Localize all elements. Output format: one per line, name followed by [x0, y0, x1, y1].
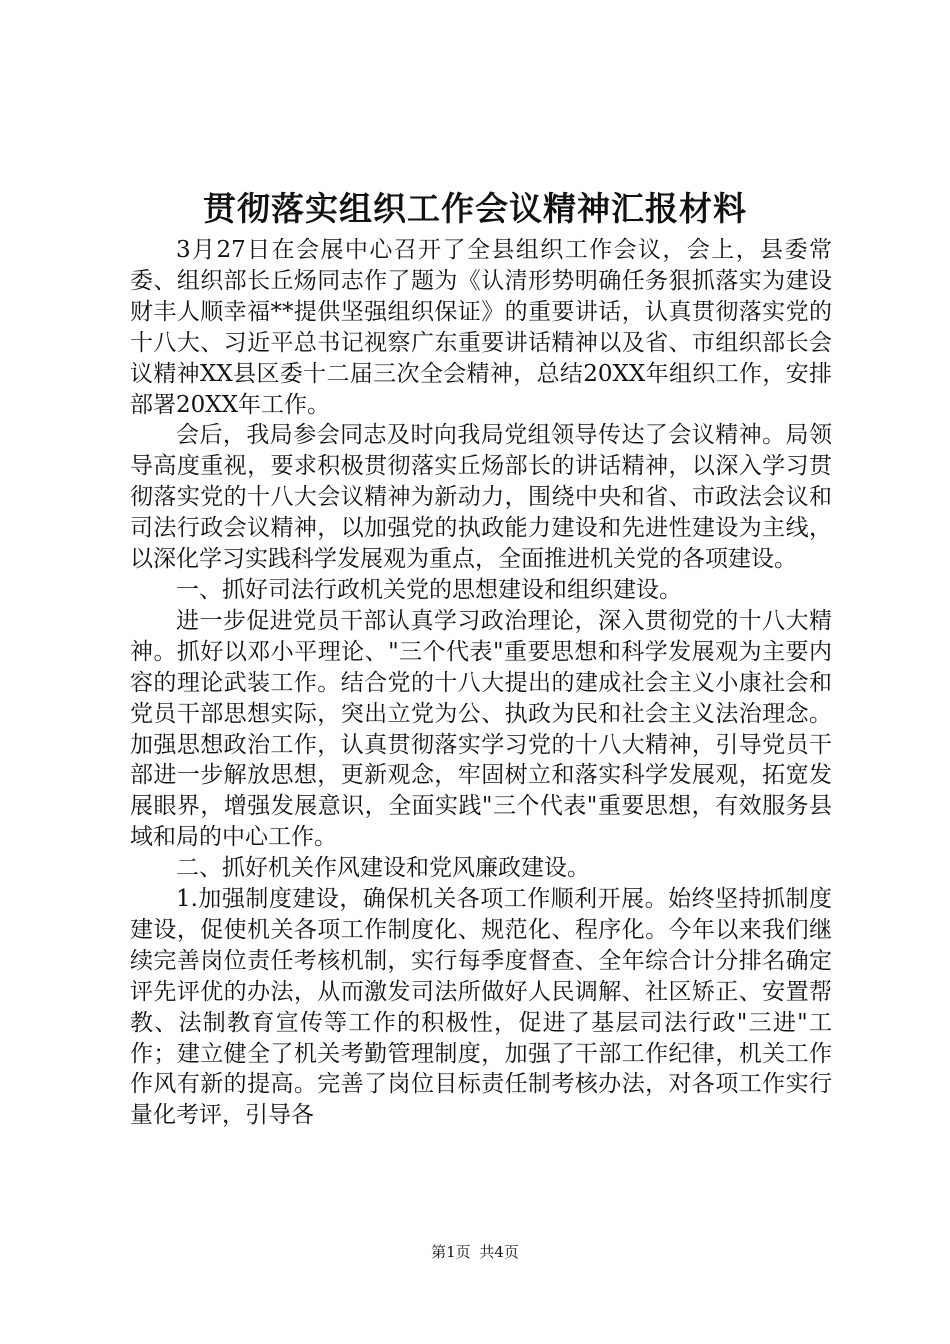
page-total: 共4页: [479, 1243, 519, 1261]
section-heading-1: 一、抓好司法行政机关党的思想建设和组织建设。: [176, 576, 682, 603]
paragraph-section-2-item-1: 1.加强制度建设，确保机关各项工作顺利开展。始终坚持抓制度建设，促使机关各项工作制度化、规范化、程序化。今年以来我们继续完善岗位责任考核机制，实行每季度督查、全年综合计分排名确定评先评优的办法，从而激发司法所做好人民调解、社区矫正、安置帮教、法制教育宣传等工作的积极性，促进了基层司法行政"三进"工作；建立健全了机关考勤管理制度，加强了干部工作纪律，机关工作作风有新的提高。完善了岗位目标责任制考核办法，对各项工作实行量化考评，引导各: [130, 886, 832, 1129]
page-footer: [0, 1240, 950, 1264]
document-body: [130, 235, 832, 1131]
paragraph-after-meeting: 会后，我局参会同志及时向我局党组领导传达了会议精神。局领导高度重视，要求积极贯彻落实丘炀部长的讲话精神，以深入学习贯彻落实党的十八大会议精神为新动力，围绕中央和省、市政法会议和司法行政会议精神，以加强党的执政能力建设和先进性建设为主线，以深化学习实践科学发展观为重点，全面推进机关党的各项建设。: [130, 422, 832, 573]
document-title: 贯彻落实组织工作会议精神汇报材料: [203, 189, 747, 228]
paragraph-intro: 3月27日在会展中心召开了全县组织工作会议，会上，县委常委、组织部长丘炀同志作了题为《认清形势明确任务狠抓落实为建设财丰人顺幸福**提供坚强组织保证》的重要讲话，认真贯彻落实党的十八大、习近平总书记视察广东重要讲话精神以及省、市组织部长会议精神XX县区委十二届三次全会精神，总结20XX年组织工作，安排部署20XX年工作。: [130, 237, 832, 418]
paragraph-section-1: 进一步促进党员干部认真学习政治理论，深入贯彻党的十八大精神。抓好以邓小平理论、"三个代表"重要思想和科学发展观为主要内容的理论武装工作。结合党的十八大提出的建成社会主义小康社会和党员干部思想实际，突出立党为公、执政为民和社会主义法治理念。加强思想政治工作，认真贯彻落实学习党的十八大精神，引导党员干部进一步解放思想，更新观念，牢固树立和落实科学发展观，拓宽发展眼界，增强发展意识，全面实践"三个代表"重要思想，有效服务县域和局的中心工作。: [130, 607, 832, 851]
section-heading-2: 二、抓好机关作风建设和党风廉政建设。: [176, 855, 590, 882]
page-number: 第1页: [431, 1243, 471, 1261]
